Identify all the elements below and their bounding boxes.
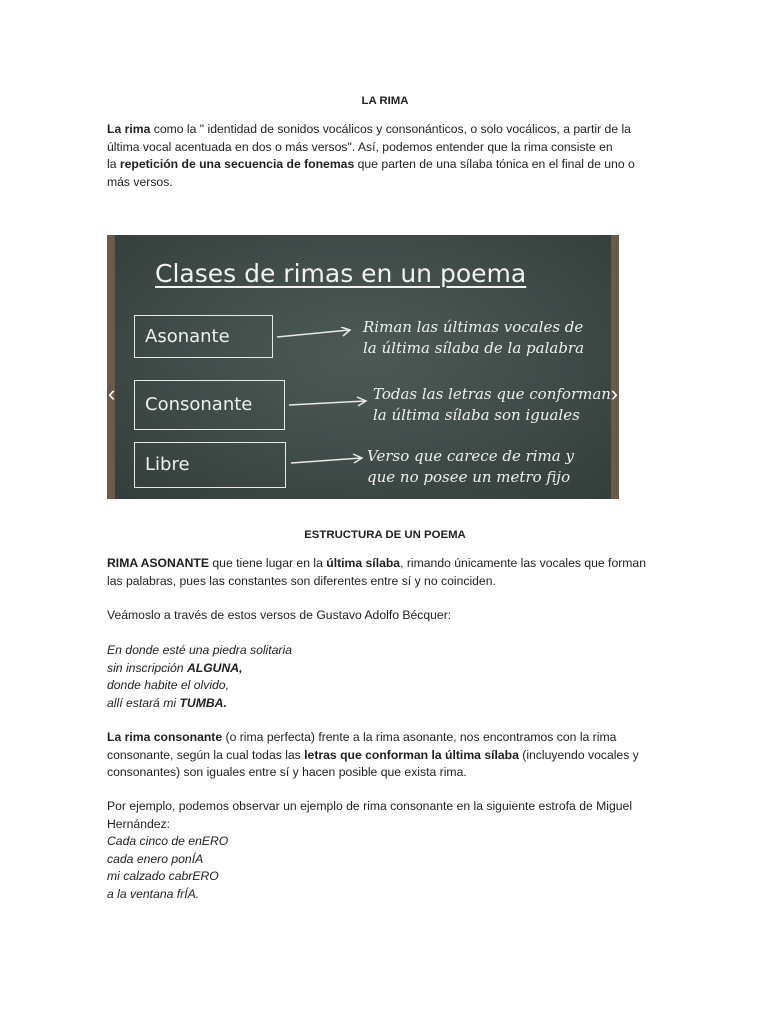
rhyme-type-libre: Libre bbox=[134, 442, 286, 488]
asonante-bold-2: última sílaba bbox=[326, 556, 401, 570]
desc-asonante bbox=[363, 317, 584, 359]
intro-lead: La rima bbox=[107, 122, 151, 136]
desc-libre-line-2: que no posee un metro fijo bbox=[367, 468, 571, 486]
page-title: LA RIMA bbox=[361, 95, 409, 107]
rhyme-type-consonante: Consonante bbox=[134, 380, 285, 430]
intro-line-2: última vocal acentuada en dos o más versos". Así, podemos entender que la rima consiste en bbox=[107, 139, 613, 154]
desc-asonante-line-1: Riman las últimas vocales de bbox=[363, 318, 584, 336]
verse1-line-1: En donde esté una piedra solitaria bbox=[107, 643, 292, 657]
asonante-line-2: las palabras, pues las constantes son diferentes entre sí y no coinciden. bbox=[107, 573, 496, 588]
desc-consonante-line-2: la última sílaba son iguales bbox=[373, 406, 580, 424]
chevron-right-icon[interactable]: › bbox=[610, 381, 618, 406]
verse1-line-4-pre: allí estará mi bbox=[107, 695, 180, 710]
desc-consonante-line-1: Todas las letras que conforman bbox=[373, 385, 611, 403]
desc-libre-line-1: Verso que carece de rima y bbox=[367, 447, 574, 465]
consonante-line-3: consonantes) son iguales entre sí y hacen posible que exista rima. bbox=[107, 765, 467, 779]
arrow-right-icon bbox=[289, 451, 367, 467]
consonante-term: La rima consonante bbox=[107, 730, 223, 744]
intro-line-3-bold: repetición de una secuencia de fonemas bbox=[119, 157, 355, 171]
hernandez-line-2: Hernández: bbox=[107, 816, 171, 831]
consonante-line-2-pre: consonante, según la cual todas las bbox=[107, 747, 305, 762]
board-frame-left bbox=[107, 235, 115, 499]
asonante-paragraph bbox=[107, 555, 663, 590]
asonante-rest: , rimando únicamente las vocales que forman bbox=[400, 556, 646, 570]
desc-libre bbox=[367, 446, 574, 488]
section-title: ESTRUCTURA DE UN POEMA bbox=[304, 529, 466, 541]
rhyme-type-asonante: Asonante bbox=[134, 315, 273, 358]
desc-asonante-line-2: la última sílaba de la palabra bbox=[363, 339, 585, 357]
board-title: Clases de rimas en un poema bbox=[155, 259, 527, 288]
desc-consonante bbox=[373, 384, 611, 426]
consonante-line-2-rest: (incluyendo vocales y bbox=[518, 747, 639, 762]
chevron-left-icon[interactable]: ‹ bbox=[108, 381, 116, 406]
becquer-intro: Veámoslo a través de estos versos de Gustavo Adolfo Bécquer: bbox=[107, 608, 452, 622]
verse1-line-4-bold: TUMBA. bbox=[179, 695, 227, 710]
verse1-line-2-bold: ALGUNA, bbox=[186, 660, 243, 675]
arrow-right-icon bbox=[287, 395, 371, 411]
verse2-line-4: a la ventana frÍA. bbox=[107, 886, 200, 901]
hernandez-line-1: Por ejemplo, podemos observar un ejemplo de rima consonante en la siguiente estrofa de Miguel bbox=[107, 799, 633, 813]
asonante-term: RIMA ASONANTE bbox=[107, 556, 210, 570]
hernandez-paragraph bbox=[107, 798, 663, 903]
verse1-line-2-pre: sin inscripción bbox=[107, 660, 187, 675]
verse2-line-3: mi calzado cabrERO bbox=[107, 869, 219, 883]
intro-line-3-rest: que parten de una sílaba tónica en el final de uno o bbox=[354, 157, 635, 171]
board-frame-right bbox=[611, 235, 619, 499]
verse2-line-2: cada enero ponÍA bbox=[107, 851, 204, 866]
becquer-verse bbox=[107, 642, 663, 712]
verse2-line-1: Cada cinco de enERO bbox=[107, 834, 229, 848]
intro-line-1: como la " identidad de sonidos vocálicos y consonánticos, o solo vocálicos, a partir de la bbox=[150, 122, 631, 136]
asonante-mid: que tiene lugar en la bbox=[209, 556, 327, 570]
consonante-line-2-bold: letras que conforman la última sílaba bbox=[304, 747, 519, 762]
intro-line-4: más versos. bbox=[107, 174, 173, 189]
chalkboard-image bbox=[107, 235, 619, 499]
intro-paragraph bbox=[107, 121, 663, 191]
verse1-line-3: donde habite el olvido, bbox=[107, 678, 229, 692]
consonante-paragraph bbox=[107, 729, 663, 782]
consonante-rest: (o rima perfecta) frente a la rima asonante, nos encontramos con la rima bbox=[222, 730, 617, 744]
intro-line-3-pre: la bbox=[107, 157, 120, 171]
arrow-right-icon bbox=[275, 327, 355, 343]
